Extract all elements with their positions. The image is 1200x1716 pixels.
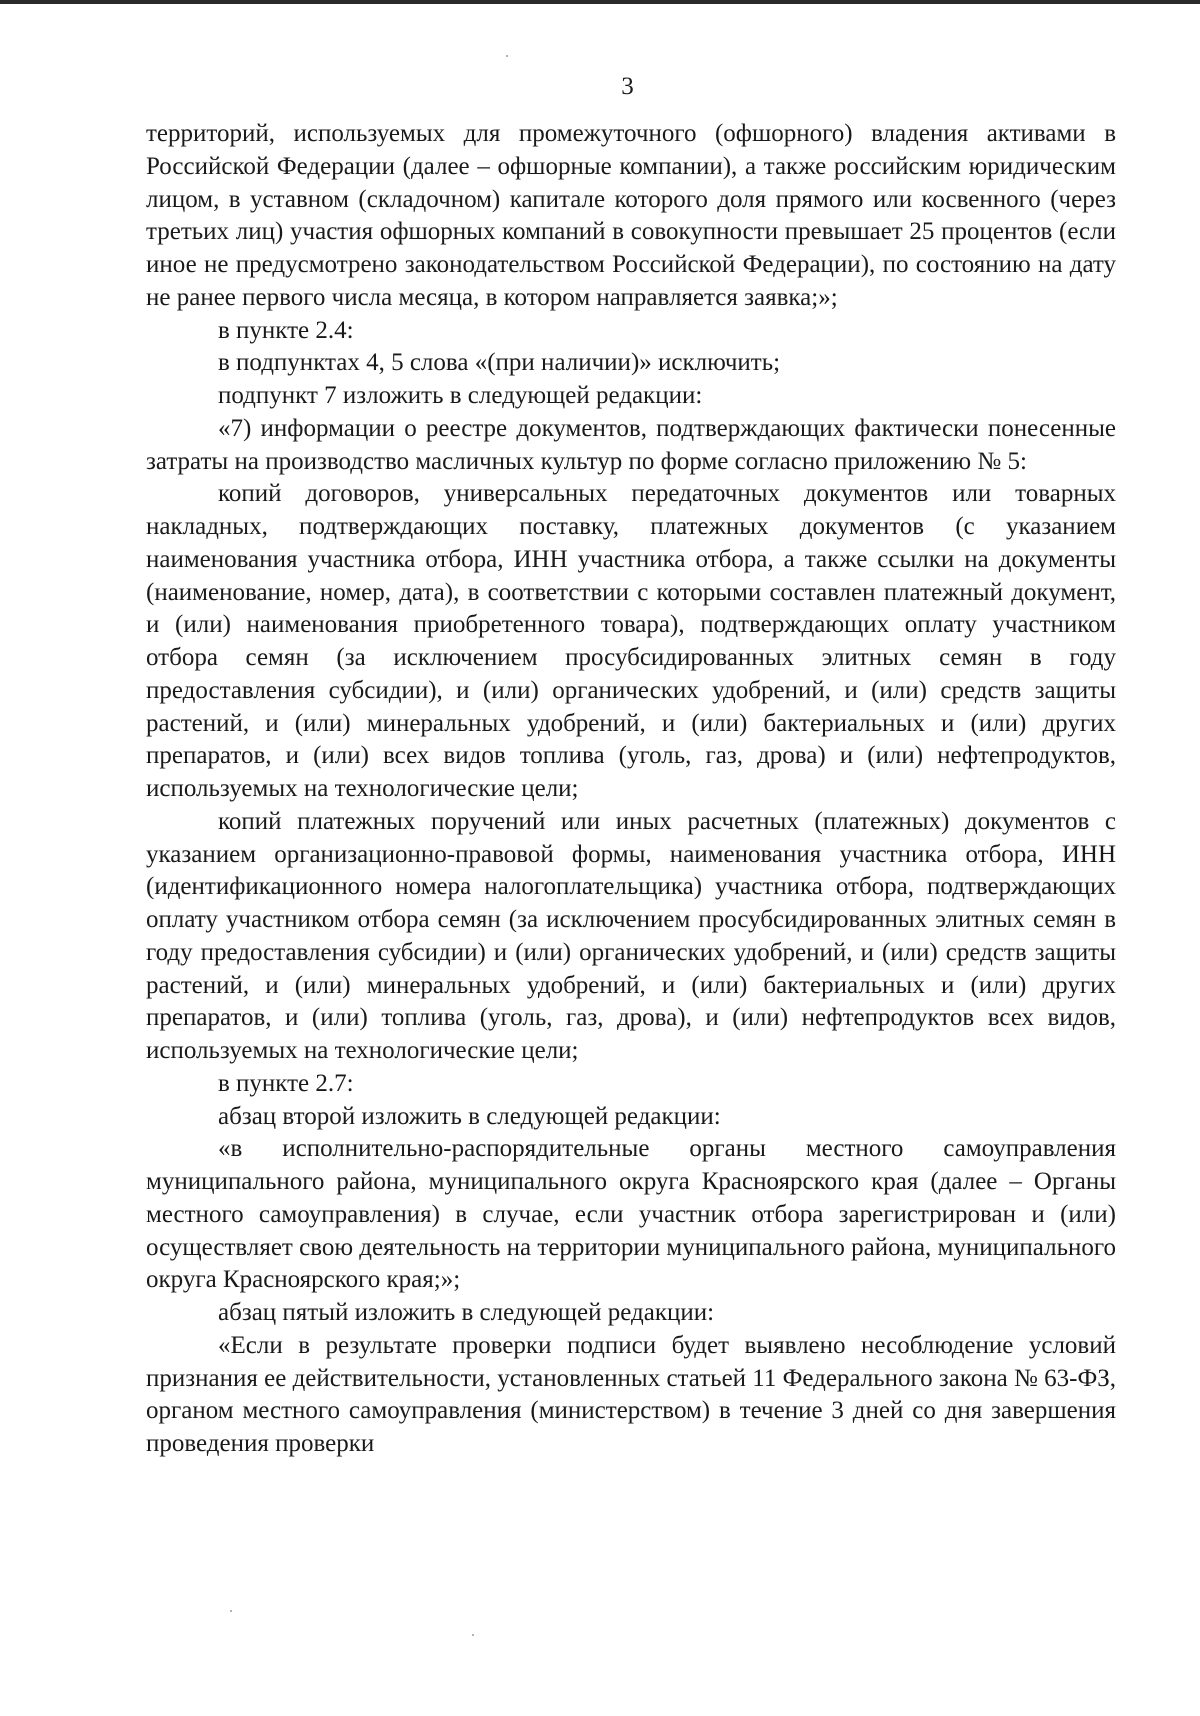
scan-top-edge bbox=[0, 0, 1200, 4]
paragraph-contract-copies: копий договоров, универсальных передаточных документов или товарных накладных, подтверждающих поставку, платежных документов (с указанием наименования участника отбора, ИНН участника отбора, а также ссылки на документы (наименование, номер, дата), в соответствии с которыми составлен платежный документ, и (или) наименования приобретенного товара), подтверждающих оплату участником отбора семян (за исключением просубсидированных элитных семян в году предоставления субсидии), и (или) органических удобрений, и (или) средств защиты растений, и (или) минеральных удобрений, и (или) бактериальных и (или) других препаратов, и (или) всех видов топлива (уголь, газ, дрова) и (или) нефтепродуктов, используемых на технологические цели; bbox=[146, 480, 1116, 802]
paragraph-subclauses-4-5: в подпунктах 4, 5 слова «(при наличии)» исключить; bbox=[218, 349, 781, 377]
scan-speck bbox=[472, 1634, 474, 1636]
paragraph-second-abzac-text: «в исполнительно-распорядительные органы местного самоуправления муниципального района, муниципального округа Красноярского края (далее – Органы местного самоуправления) в случае, если участник отбора зарегистрирован и (или) осуществляет свою деятельность на территории муниципального района, муниципального округа Красноярского края;»; bbox=[146, 1135, 1116, 1294]
paragraph-clause-2-7: в пункте 2.7: bbox=[218, 1069, 354, 1097]
paragraph-offshore-continuation: территорий, используемых для промежуточного (офшорного) владения активами в Российской Федерации (далее – офшорные компании), а также российским юридическим лицом, в уставном (складочном) капитале которого доля прямого или косвенного (через третьих лиц) участия офшорных компаний в совокупности превышает 25 процентов (если иное не предусмотрено законодательством Российской Федерации), по состоянию на дату не ранее первого числа месяца, в котором направляется заявка;»; bbox=[146, 120, 1116, 311]
paragraph-clause-2-4: в пункте 2.4: bbox=[218, 316, 354, 344]
paragraph-fifth-abzac-text: «Если в результате проверки подписи будет выявлено несоблюдение условий признания ее действительности, установленных статьей 11 Федерального закона № 63-ФЗ, органом местного самоуправления (министерством) в течение 3 дней со дня завершения проведения проверки bbox=[146, 1331, 1116, 1457]
paragraph-second-abzac-intro: абзац второй изложить в следующей редакции: bbox=[218, 1102, 721, 1130]
page-number: 3 bbox=[621, 73, 634, 100]
paragraph-subclause-7-intro: подпункт 7 изложить в следующей редакции: bbox=[218, 382, 703, 409]
scan-speck bbox=[230, 1610, 232, 1612]
paragraph-payment-copies: копий платежных поручений или иных расчетных (платежных) документов с указанием организационно-правовой формы, наименования участника отбора, ИНН (идентификационного номера налогоплательщика) участника отбора, подтверждающих оплату участником отбора семян (за исключением просубсидированных элитных семян в году предоставления субсидии) и (или) органических удобрений, и (или) средств защиты растений, и (или) минеральных удобрений, и (или) бактериальных и (или) других препаратов, и (или) топлива (уголь, газ, дрова), и (или) нефтепродуктов всех видов, используемых на технологические цели; bbox=[146, 807, 1116, 1064]
paragraph-subclause-7-text: «7) информации о реестре документов, подтверждающих фактически понесенные затраты на производство масличных культур по форме согласно приложению № 5: bbox=[146, 414, 1116, 475]
document-body bbox=[146, 118, 1116, 1461]
scan-speck bbox=[506, 55, 508, 57]
paragraph-fifth-abzac-intro: абзац пятый изложить в следующей редакции: bbox=[218, 1299, 715, 1326]
